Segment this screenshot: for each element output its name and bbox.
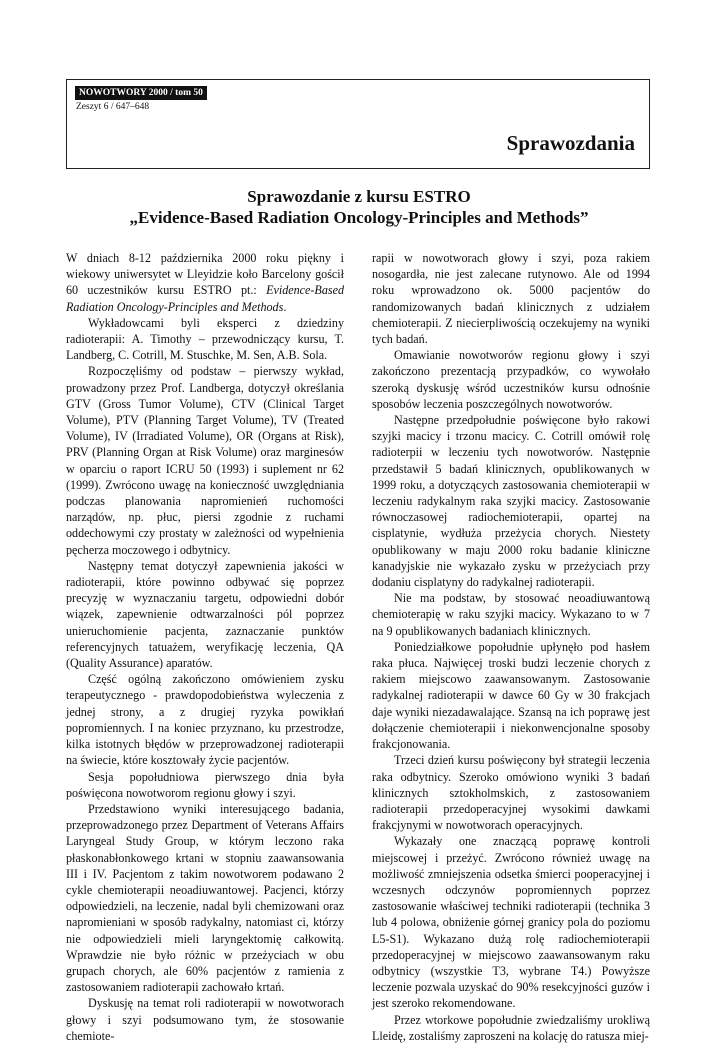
right-column	[372, 250, 650, 1044]
paragraph: Sesja popołudniowa pierwszego dnia była poświęcona nowotworom regionu głowy i szyi.	[66, 769, 344, 800]
paragraph: Następne przedpołudnie poświęcone było rakowi szyjki macicy i trzonu macicy. C. Cotrill omówił rolę radioterpii w leczeniu tych nowotworów. Następnie przedstawił 5 badań klinicznych, opublikowanych w 1999 roku, a dotyczących zastosowania chemioterapii w leczeniu radykalnym raka szyjki macicy. Zastosowanie równoczasowej radiochemioterapii, opartej na cisplatynie, wydłuża przeżycia chorych. Niestety opublikowany w maju 2000 roku badanie kliniczne kanadyjskie nie wykazało zysku w przeżyciach przy dodaniu cisplatyny do radykalnej radioterapii.	[372, 413, 650, 590]
article-title-line1: Sprawozdanie z kursu ESTRO	[247, 187, 471, 206]
paragraph: Wykazały one znaczącą poprawę kontroli miejscowej i przeżyć. Zwrócono również uwagę na możliwość zmniejszenia odsetka śmierci pooperacyjnej i wczesnych odczynów popromiennych poprzez zastosowanie właściwej techniki radioterapii (technika 3 lub 4 polowa, obniżenie górnej granicy pola do poziomu L5-S1). Wykazano dużą rolę radiochemioterapii przedoperacyjnej w miejscowo zaawansowanym raku odbytnicy (wszystkie T3, wybrane T4.) Powyższe leczenie pozwala uzyskać do 90% resekcyjności guzów i jest szeroko rekomendowane.	[372, 834, 650, 1011]
paragraph: Omawianie nowotworów regionu głowy i szyi zakończono prezentacją przypadków, co wywołało szeroką dyskusję wśród uczestników kursu odnośnie sposobów leczenia poszczególnych nowotworów.	[372, 348, 650, 411]
paragraph: Poniedziałkowe popołudnie upłynęło pod hasłem raka płuca. Najwięcej troski budzi leczenie chorych z rakiem miejscowo zaawansowanym. Zastosowanie radykalnej radioterapii w dawce 60 Gy w 30 frakcjach daje wyniki niezadawalające. Szansą na ich poprawę jest dołączenie chemioterapii i niekonwencjonalne sposoby frakcjonowania.	[372, 639, 650, 752]
paragraph: Rozpoczęliśmy od podstaw – pierwszy wykład, prowadzony przez Prof. Landberga, dotyczył określania GTV (Gross Tumor Volume), CTV (Clinical Target Volume), PTV (Planning Target Volume), TV (Treated Volume), IV (Irradiated Volume), OR (Organs at Risk), PRV (Planning Organ at Risk Volume) oraz marginesów w oparciu o raport ICRU 50 (1993) i suplement nr 62 (1999). Zwrócono uwagę na konieczność uwzględniania podczas planowania napromienień ruchomości narządów, np. płuc, piersi zgodnie z ruchami oddechowymi czy prostaty w zależności od wypełnienia pęcherza moczowego i odbytnicy.	[66, 364, 344, 557]
section-title: Sprawozdania	[506, 131, 635, 155]
article-title-line2: „Evidence-Based Radiation Oncology-Principles and Methods”	[129, 208, 589, 227]
left-column	[66, 250, 344, 1044]
paragraph: Trzeci dzień kursu poświęcony był strategii leczenia raka odbytnicy. Szeroko omówiono wyniki 3 badań klinicznych sztokholmskich, z zastosowaniem radioterapii przedoperacyjnej wysokimi dawkami frakcjynymi w nowotworach operacyjnych.	[372, 753, 650, 833]
paragraph: rapii w nowotworach głowy i szyi, poza rakiem nosogardła, nie jest zalecane rutynowo. Ale od 1994 roku wprowadzono ok. 5000 pacjentów do randomizowanych badań klinicznych z udziałem chemioterapii. Z niecierpliwością oczekujemy na wyniki tych badań.	[372, 251, 650, 347]
paragraph: Nie ma podstaw, by stosować neoadiuwantową chemioterapię w raku szyjki macicy. Wykazano to w 7 na 9 opublikowanych badaniach klinicznych.	[372, 591, 650, 638]
header-frame	[66, 79, 650, 169]
paragraph-end: .	[283, 299, 287, 314]
paragraph: Dyskusję na temat roli radioterapii w nowotworach głowy i szyi podsumowano tym, że stosowanie chemiote-	[66, 996, 344, 1043]
paragraph: Wykładowcami byli eksperci z dziedziny radioterapii: A. Timothy – przewodniczący kursu, T. Landberg, C. Cotrill, M. Stuschke, M. Sen, A.B. Sola.	[66, 315, 344, 363]
paragraph: Przedstawiono wyniki interesującego badania, przeprowadzonego przez Department of Veterans Affairs Laryngeal Study Group, w którym leczono raka płaskonabłonkowego krtani w stopniu zaawansowania III i IV. Pacjentom z takim nowotworem podawano 2 cykle chemioterapii neoadiuwantowej. Pacjenci, którzy odpowiedzieli, na leczenie, nadal byli chemizowani oraz napromieniani w sposób radykalny, natomiast ci, którzy nie odpowiedzieli mieli laryngektomię całkowitą. Wprawdzie nie było różnic w przeżyciach w obu grupach chorych, ale 60% pacjentów z ramienia z zastosowaniem radioterapii zachowało krtań.	[66, 801, 344, 995]
paragraph-text: W dniach 8-12 października 2000 roku piękny i wiekowy uniwersytet w Lleyidzie koło Barcelony gościł 60 uczestników kursu ESTRO pt.:	[66, 251, 344, 298]
paragraph: Następny temat dotyczył zapewnienia jakości w radioterapii, które powinno odbywać się poprzez precyzję w wyznaczaniu targetu, odpowiedni dobór wiązek, zapewnienie odtwarzalności pól poprzez unieruchomienie pacjenta, zaznaczanie punktów referencyjnych tatuażem, weryfikację leczenia, QA (Quality Assurance) aparatów.	[66, 558, 344, 671]
course-title-italic: Evidence-Based Radiation Oncology-Principles and Methods	[66, 283, 344, 314]
paragraph: Część ogólną zakończono omówieniem zysku terapeutycznego - prawdopodobieństwa wyleczenia z jednej strony, a z drugiej ryzyka powikłań popromiennych. I na koniec przyznano, ku przestrodze, kilka istotnych błędów w przeprowadzonej radioterapii na świecie, które kosztowały życie pacjentów.	[66, 672, 344, 768]
paragraph	[66, 250, 344, 315]
issue-info: Zeszyt 6 / 647–648	[76, 102, 150, 112]
journal-badge: NOWOTWORY 2000 / tom 50	[75, 86, 207, 100]
paragraph: Przez wtorkowe popołudnie zwiedzaliśmy urokliwą Lleidę, zostaliśmy zaproszeni na kolację do ratusza miej-	[372, 1012, 650, 1043]
